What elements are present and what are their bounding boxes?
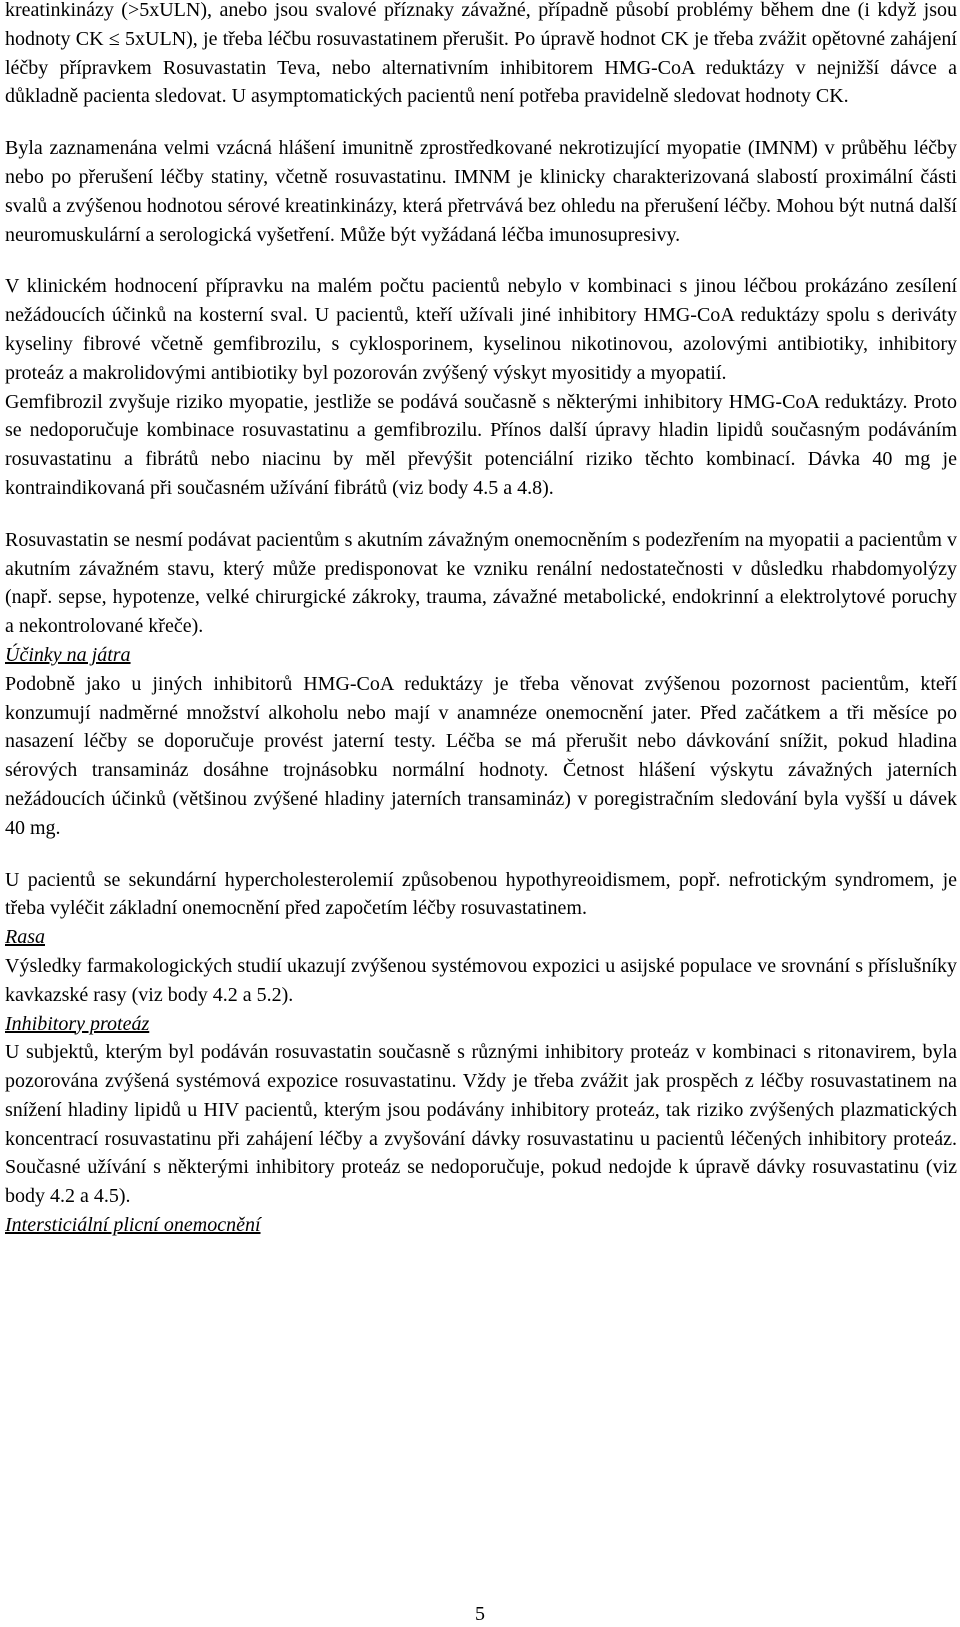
heading-race: Rasa [5,926,45,949]
paragraph-acute-condition: Rosuvastatin se nesmí podávat pacientům s akutním závažným onemocněním s podezřením na myopatii a pacientům v akutním závažném stavu, který může predisponovat ke vzniku renální nedostatečnosti v důsledku rhabdomyolýzy (např. sepse, hypotenze, velké chirurgické zákroky, trauma, závažné metabolické, endokrinní a elektrolytové poruchy a nekontrolované křeče). [5,528,957,638]
heading-liver-effects: Účinky na játra [5,643,131,666]
paragraph-ck-interruption: kreatinkinázy (>5xULN), anebo jsou svalové příznaky závažné, případně působí problémy během dne (i když jsou hodnoty CK ≤ 5xULN), je třeba léčbu rosuvastatinem přerušit. Po úpravě hodnot CK je třeba zvážit opětovné zahájení léčby přípravkem Rosuvastatin Teva, nebo alternativním inhibitorem HMG-CoA reduktázy v nejnižší dávce a důkladně pacienta sledovat. U asymptomatických pacientů není potřeba pravidelně sledovat hodnoty CK. [5,0,957,108]
paragraph-combination-therapy: V klinickém hodnocení přípravku na malém počtu pacientů nebylo v kombinaci s jinou léčbou prokázáno zesílení nežádoucích účinků na kosterní sval. U pacientů, kteří užívali jiné inhibitory HMG-CoA reduktázy spolu s deriváty kyseliny fibrové včetně gemfibrozilu, s cyklosporinem, kyselinou nikotinovou, azolovými antibiotiky, inhibitory proteáz a makrolidovými antibiotiky byl pozorován zvýšený výskyt myositidy a myopatií. [5,275,957,384]
heading-protease-inhibitors: Inhibitory proteáz [5,1012,150,1035]
page-number: 5 [475,1603,485,1625]
paragraph-imnm: Byla zaznamenána velmi vzácná hlášení imunitně zprostředkované nekrotizující myopatie (IMNM) v průběhu léčby nebo po přerušení léčby statiny, včetně rosuvastatinu. IMNM je klinicky charakterizovaná slabostí proximální části svalů a zvýšenou hodnotou sérové kreatinkinázy, která přetrvává bez ohledu na přerušení léčby. Mohou být nutná další neuromuskulární a serologická vyšetření. Může být vyžádaná léčba imunosupresivy. [5,137,957,246]
paragraph-secondary-hypercholesterolemia: U pacientů se sekundární hypercholesterolemií způsobenou hypothyreoidismem, popř. nefrotickým syndromem, je třeba vyléčit základní onemocnění před započetím léčby rosuvastatinem. [5,868,957,920]
paragraph-protease-inhibitors: U subjektů, kterým byl podáván rosuvastatin současně s různými inhibitory proteáz v kombinaci s ritonavirem, byla pozorována zvýšená systémová expozice rosuvastatinu. Vždy je třeba zvážit jak prospěch z léčby rosuvastatinem na snížení hladiny lipidů u HIV pacientů, kterým jsou podávány inhibitory proteáz, tak riziko zvýšených plazmatických koncentrací rosuvastatinu při zahájení léčby a zvyšování dávky rosuvastatinu u pacientů léčených inhibitory proteáz. Současné užívání s některými inhibitory proteáz se nedoporučuje, pokud nedojde k úpravě dávky rosuvastatinu (viz body 4.2 a 4.5). [5,1041,957,1208]
document-page [5,0,957,1240]
heading-interstitial-lung-disease: Intersticiální plicní onemocnění [5,1214,261,1237]
paragraph-liver-effects: Podobně jako u jiných inhibitorů HMG-CoA reduktázy je třeba věnovat zvýšenou pozornost pacientům, kteří konzumují nadměrné množství alkoholu nebo mají v anamnéze onemocnění jater. Před začátkem a tři měsíce po nasazení léčby se doporučuje provést jaterní testy. Léčba se má přerušit nebo dávkování snížit, pokud hladina sérových transamináz dosáhne trojnásobku normální hodnoty. Četnost hlášení výskytu závažných jaterních nežádoucích účinků (většinou zvýšené hladiny jaterních transamináz) v poregistračním sledování byla vyšší u dávek 40 mg. [5,672,957,839]
paragraph-race: Výsledky farmakologických studií ukazují zvýšenou systémovou expozici u asijské populace ve srovnání s příslušníky kavkazské rasy (viz body 4.2 a 5.2). [5,954,957,1006]
paragraph-gemfibrozil: Gemfibrozil zvyšuje riziko myopatie, jestliže se podává současně s některými inhibitory HMG-CoA reduktázy. Proto se nedoporučuje kombinace rosuvastatinu a gemfibrozilu. Přínos další úpravy hladin lipidů současným podáváním rosuvastatinu a fibrátů nebo niacinu by měl převýšit potenciální riziko těchto kombinací. Dávka 40 mg je kontraindikovaná při současném užívání fibrátů (viz body 4.5 a 4.8). [5,390,957,499]
